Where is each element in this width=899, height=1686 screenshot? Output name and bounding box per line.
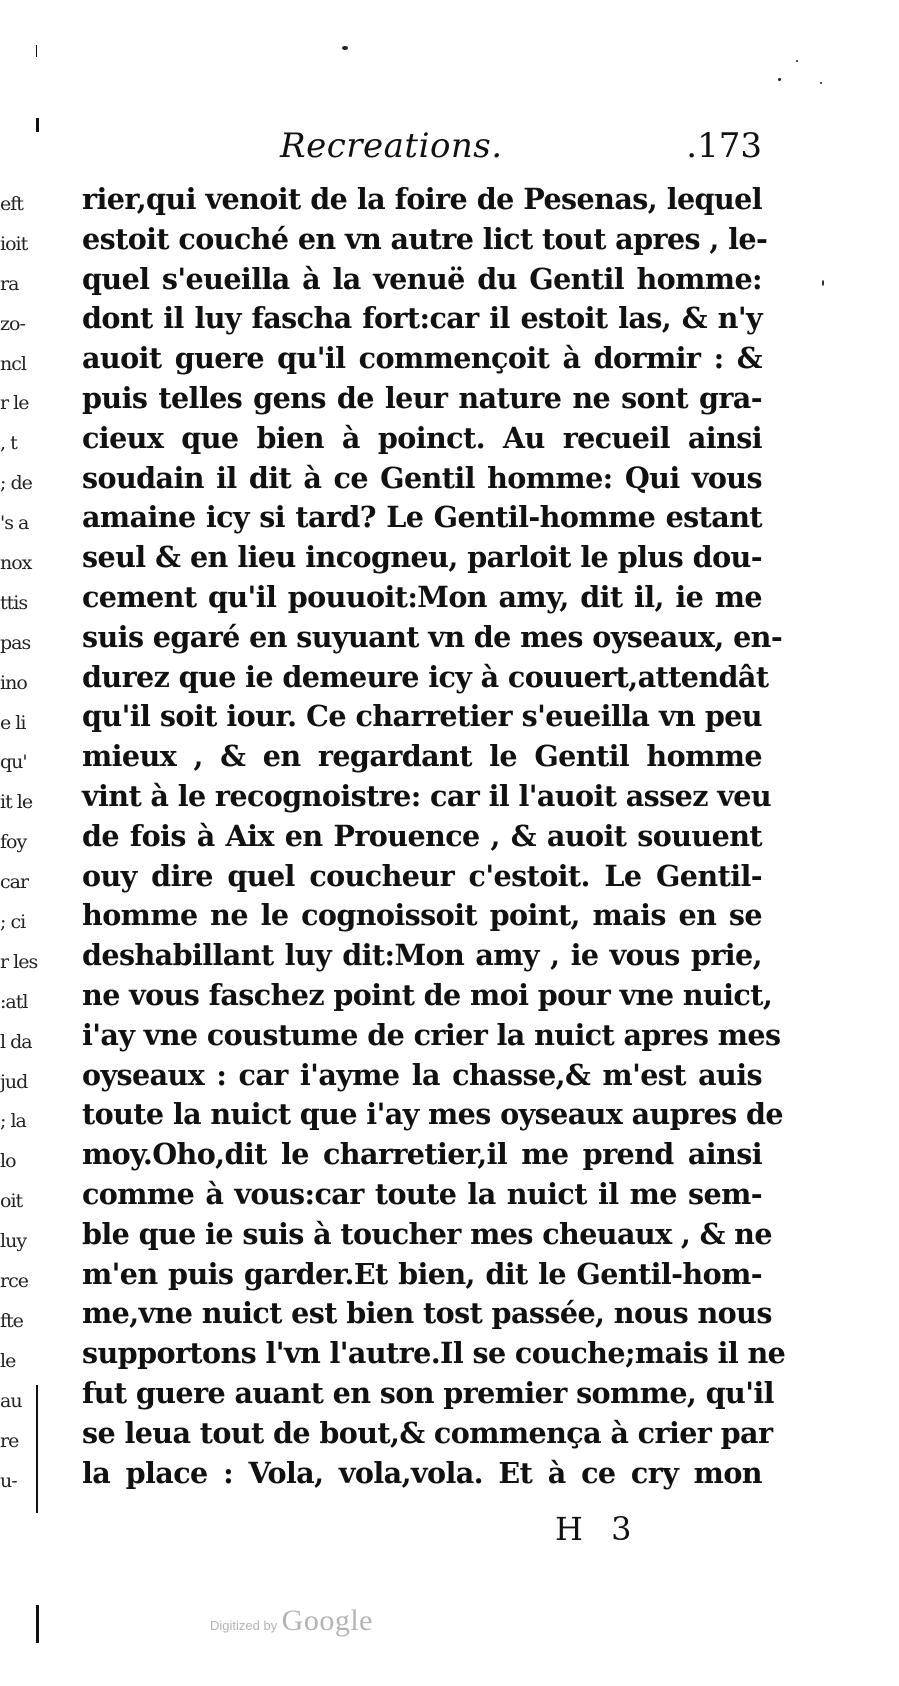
gutter-mark	[36, 118, 39, 132]
bleed-fragment: l da	[0, 1030, 32, 1053]
text-line: mieux , & en regardant le Gentil homme	[82, 739, 762, 774]
bleed-fragment: qu'	[0, 751, 27, 774]
body-text	[82, 180, 786, 1493]
text-line: seul & en lieu incogneu, parloit le plus dou-	[82, 540, 762, 575]
bleed-fragment: car	[0, 871, 29, 894]
bleed-fragment: zo-	[0, 312, 25, 335]
bleed-fragment: r les	[0, 950, 38, 973]
scan-speck	[778, 78, 781, 81]
watermark-brand: Google	[281, 1604, 373, 1637]
text-line: comme à vous:car toute la nuict il me sem-	[82, 1176, 762, 1211]
text-line: dont il luy fascha fort:car il estoit las, & n'y	[82, 301, 762, 336]
bleed-fragment: ttis	[0, 591, 28, 614]
text-line: estoit couché en vn autre lict tout apres , le-	[82, 221, 768, 256]
bleed-fragment: au	[0, 1389, 22, 1412]
bleed-fragment: fte	[0, 1309, 23, 1332]
text-line: suis egaré en suyuant vn de mes oyseaux, en-	[82, 619, 783, 654]
bleed-fragment: ; la	[0, 1110, 26, 1133]
signature-mark: H 3	[555, 1510, 632, 1548]
text-line: durez que ie demeure icy à couuert,attendât	[82, 659, 769, 694]
text-line: moy.Oho,dit le charretier,il me prend ainsi	[82, 1137, 762, 1172]
bleed-fragment: it le	[0, 791, 33, 814]
text-line: ouy dire quel coucheur c'estoit. Le Gentil-	[82, 858, 762, 893]
gutter-mark	[36, 45, 37, 57]
text-line: ble que ie suis à toucher mes cheuaux , & ne	[82, 1216, 772, 1251]
scan-speck	[342, 46, 348, 50]
text-line: cement qu'il pouuoit:Mon amy, dit il, ie me	[82, 579, 762, 614]
bleed-fragment: oit	[0, 1190, 23, 1213]
bleed-fragment: , t	[0, 432, 17, 455]
text-line: quel s'eueilla à la venuë du Gentil homme:	[82, 261, 762, 296]
bleed-fragment: :atl	[0, 990, 28, 1013]
bleed-fragment: r le	[0, 392, 29, 415]
bleed-fragment: ; de	[0, 472, 32, 495]
text-line: soudain il dit à ce Gentil homme: Qui vous	[82, 460, 762, 495]
text-line: oyseaux : car i'ayme la chasse,& m'est auis	[82, 1057, 762, 1092]
bleed-fragment: 's a	[0, 512, 29, 535]
text-line: se leua tout de bout,& commença à crier par	[82, 1415, 773, 1450]
text-line: la place : Vola, vola,vola. Et à ce cry mon	[82, 1455, 762, 1490]
scan-speck	[820, 82, 822, 84]
running-title: Recreations.	[280, 126, 503, 166]
text-line: toute la nuict que i'ay mes oyseaux aupres de	[82, 1097, 784, 1132]
bleed-fragment: re	[0, 1429, 19, 1452]
page-header	[82, 126, 762, 178]
scan-speck	[796, 60, 798, 62]
scan-speck	[822, 280, 824, 286]
bleed-fragment: ; ci	[0, 911, 26, 934]
text-line: vint à le recognoistre: car il l'auoit assez veu	[82, 778, 772, 813]
bleed-fragment: rce	[0, 1270, 28, 1293]
text-line: qu'il soit iour. Ce charretier s'eueilla vn peu	[82, 699, 762, 734]
text-line: m'en puis garder.Et bien, dit le Gentil-hom-	[82, 1256, 762, 1291]
bleed-fragment: ra	[0, 272, 19, 295]
bleed-fragment: le	[0, 1349, 16, 1372]
text-line: rier,qui venoit de la foire de Pesenas, lequel	[82, 182, 762, 216]
bleed-fragment: eft	[0, 193, 23, 215]
page-number: .173	[686, 126, 762, 166]
bleed-fragment: ino	[0, 671, 27, 694]
facing-page-bleed	[0, 185, 44, 1501]
text-line: cieux que bien à poinct. Au recueil ainsi	[82, 420, 762, 455]
text-line: amaine icy si tard? Le Gentil-homme estant	[82, 500, 762, 535]
bleed-fragment: luy	[0, 1230, 27, 1253]
text-line: i'ay vne coustume de crier la nuict apres mes	[82, 1017, 781, 1052]
text-line: homme ne le cognoissoit point, mais en se	[82, 898, 762, 933]
text-line: auoit guere qu'il commençoit à dormir : &	[82, 341, 762, 376]
text-line: de fois à Aix en Prouence , & auoit souuent	[82, 818, 762, 853]
bleed-fragment: foy	[0, 831, 27, 854]
bleed-fragment: ioit	[0, 232, 28, 255]
bleed-fragment: nox	[0, 552, 32, 575]
bleed-fragment: ncl	[0, 352, 26, 375]
bleed-fragment: e li	[0, 711, 26, 734]
text-line: puis telles gens de leur nature ne sont gra-	[82, 380, 762, 415]
bleed-fragment: jud	[0, 1070, 28, 1093]
bleed-fragment: lo	[0, 1150, 16, 1173]
google-watermark	[210, 1604, 373, 1638]
text-line: ne vous faschez point de moi pour vne nuict,	[82, 977, 773, 1012]
watermark-prefix: Digitized by	[210, 1618, 278, 1633]
bleed-fragment: pas	[0, 631, 31, 654]
text-line: supportons l'vn l'autre.Il se couche;mais il ne	[82, 1336, 786, 1371]
text-line: fut guere auant en son premier somme, qu'il	[82, 1375, 774, 1410]
gutter-mark	[36, 1605, 39, 1643]
text-line: deshabillant luy dit:Mon amy , ie vous prie,	[82, 938, 762, 973]
bleed-fragment: u-	[0, 1469, 17, 1492]
text-line: me,vne nuict est bien tost passée, nous nous	[82, 1296, 772, 1331]
